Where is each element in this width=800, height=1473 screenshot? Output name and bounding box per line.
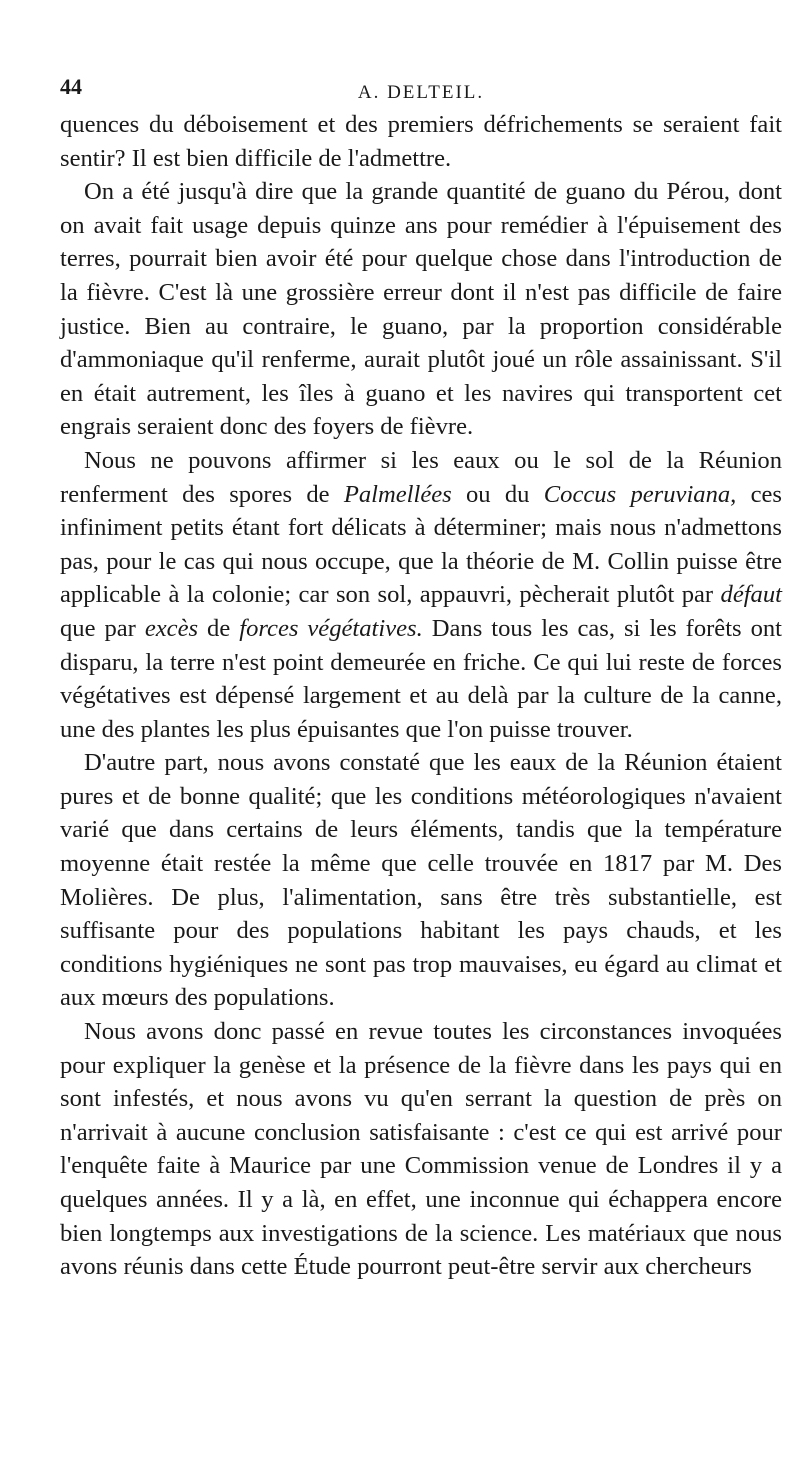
text-run: quences du déboisement et des premiers défrichements se seraient fait sentir? Il est bien difficile de l'admettre. [60, 111, 782, 172]
paragraph-5 [60, 1015, 782, 1284]
text-run: que par [60, 614, 145, 642]
paragraph-1 [60, 108, 782, 175]
text-run: On a été jusqu'à dire que la grande quantité de guano du Pérou, dont on avait fait usage depuis quinze ans pour remédier à l'épuisement des terres, pourrait bien avoir été pour quelque chose dans l'introduction de la fièvre. C'est là une grossière erreur dont il n'est pas difficile de faire justice. Bien au contraire, le guano, par la proportion considérable d'ammoniaque qu'il renferme, aurait plutôt joué un rôle assainissant. S'il en était autrement, les îles à guano et les navires qui transportent cet engrais seraient donc des foyers de fièvre. [60, 178, 782, 441]
paragraph-3 [60, 444, 782, 746]
italic-term-exces: excès [144, 614, 199, 642]
running-head-author: A. DELTEIL. [357, 82, 485, 103]
text-run: Nous avons donc passé en revue toutes les circonstances invoquées pour expliquer la genèse et la présence de la fièvre dans les pays qui en sont infestés, et nous avons vu qu'en serrant la question de près on n'arrivait à aucune conclusion satisfaisante : c'est ce qui est arrivé pour l'enquête faite à Maurice par une Commission venue de Londres il y a quelques années. Il y a là, en effet, une inconnue qui échappera encore bien longtemps aux investigations de la science. Les matériaux que nous avons réunis dans cette Étude pourront peut-être servir aux chercheurs [60, 1018, 782, 1281]
body-text [60, 108, 782, 1284]
running-head [60, 70, 782, 104]
italic-term-forces-vegetatives: forces végétatives. [239, 614, 423, 642]
book-page [60, 70, 782, 1284]
text-run: ou du [451, 480, 544, 508]
text-run: ces infiniment petits étant fort délicats à déterminer; mais nous n'admettons pas, pour le cas qui nous occupe, que la théorie de M. Collin puisse être applicable à la colonie; car son sol, appauvri, pècherait plutôt par [60, 480, 782, 609]
text-run: D'autre part, nous avons constaté que les eaux de la Réunion étaient pures et de bonne qualité; que les conditions météorologiques n'avaient varié que dans certains de leurs éléments, tandis que la température moyenne était restée la même que celle trouvée en 1817 par M. Des Molières. De plus, l'alimentation, sans être très substantielle, est suffisante pour des populations habitant les pays chauds, et les conditions hygiéniques ne sont pas trop mauvaises, eu égard au climat et aux mœurs des populations. [60, 749, 782, 1012]
text-run: Dans tous les cas, si les forêts ont disparu, la terre n'est point demeurée en friche. Ce qui lui reste de forces végétatives est dépensé largement et au delà par la culture de la canne, une des plantes les plus épuisantes que l'on puisse trouver. [60, 614, 783, 743]
text-run: Nous ne pouvons affirmer si les eaux ou le sol de la Réunion renferment des spores de [60, 446, 782, 508]
page-number: 44 [60, 74, 82, 99]
paragraph-4 [60, 746, 782, 1015]
italic-term-coccus-peruviana: Coccus peruviana, [543, 480, 737, 508]
paragraph-2 [60, 175, 782, 444]
italic-term-palmellees: Palmellées [343, 480, 452, 508]
italic-term-defaut: défaut [720, 581, 782, 609]
text-run: de [198, 614, 240, 642]
